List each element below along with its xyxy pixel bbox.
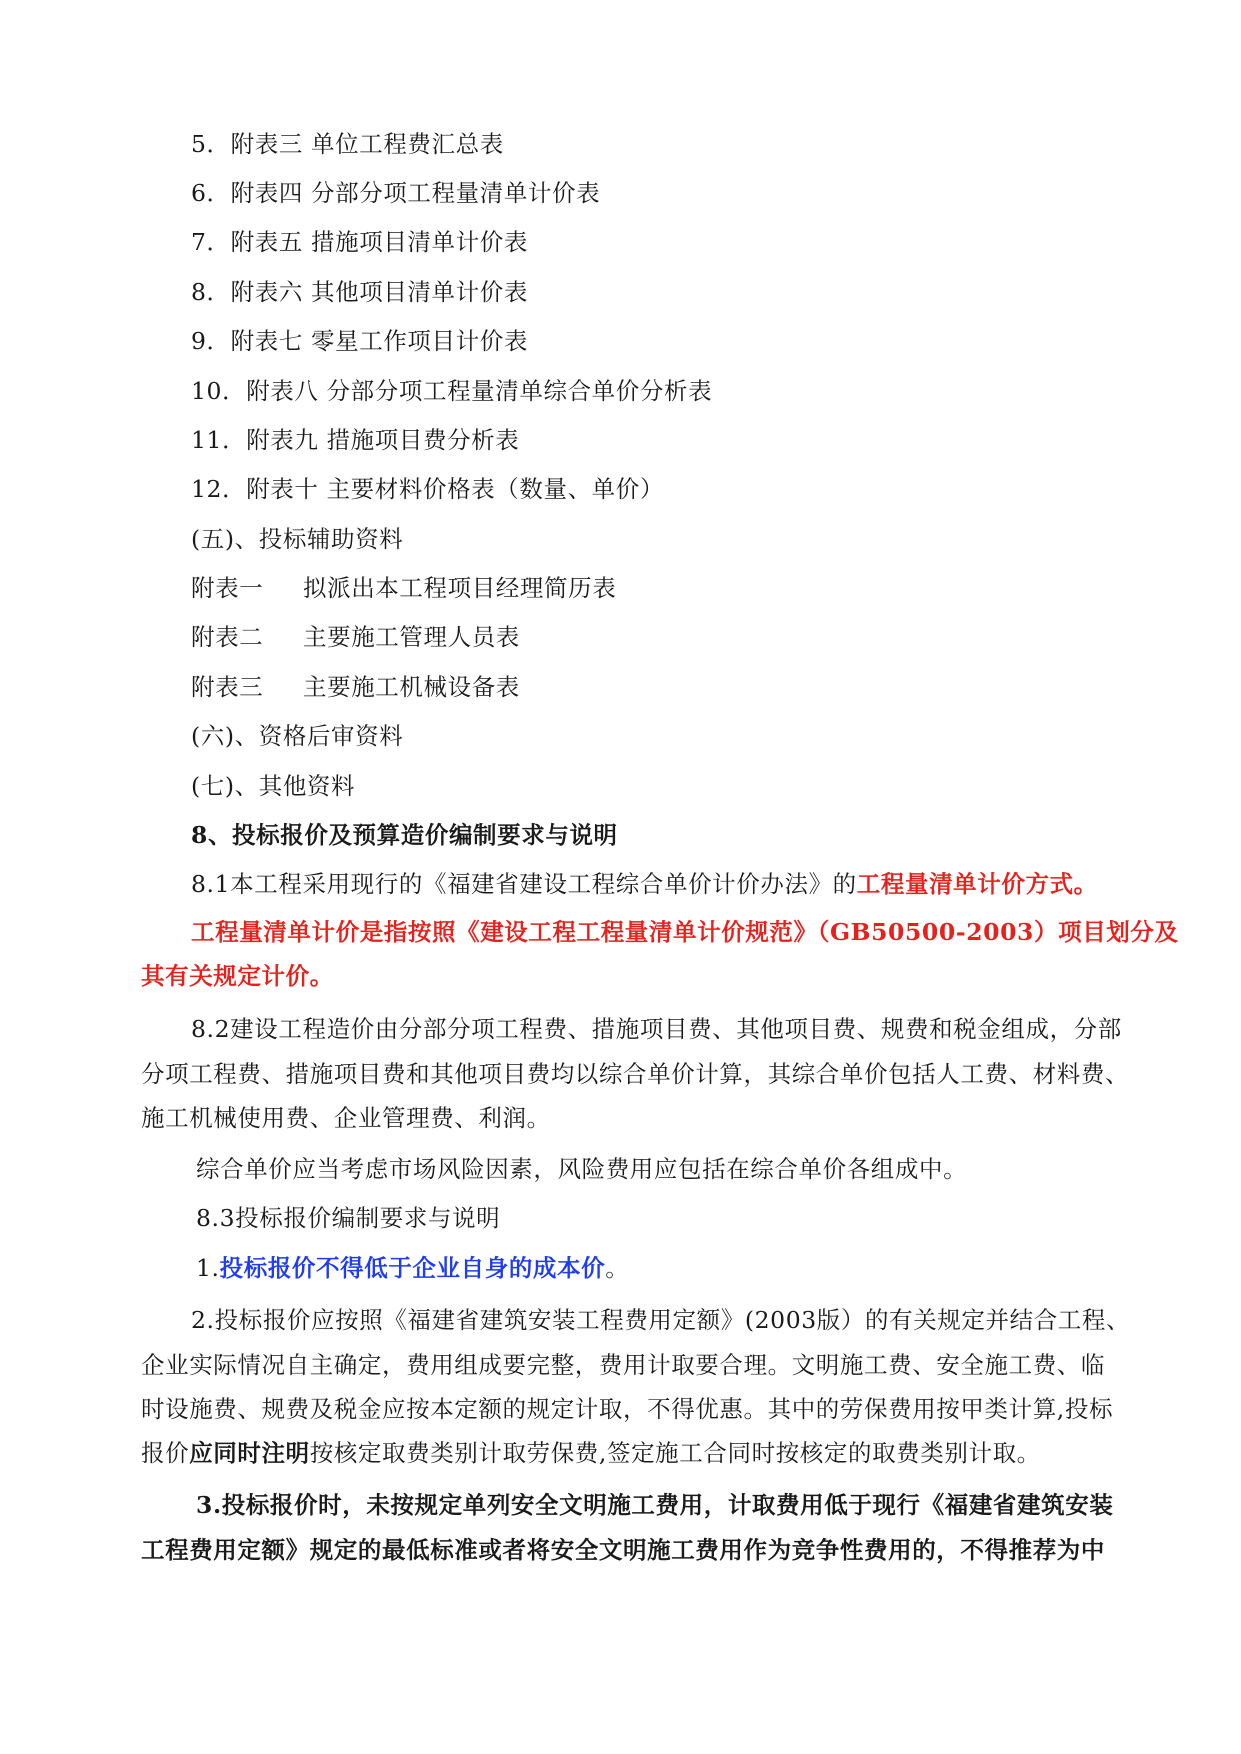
toc-item: 8．附表六 其他项目清单计价表 <box>191 278 528 306</box>
highlight-red-text: 工程量清单计价方式。 <box>856 870 1098 898</box>
list-item-2-line <box>141 1438 1041 1468</box>
appendix-row <box>191 672 263 702</box>
paragraph-8-2-line: 施工机械使用费、企业管理费、利润。 <box>141 1104 551 1132</box>
section-seven-title: (七)、其他资料 <box>191 772 356 800</box>
list-item-2-line: 时设施费、规费及税金应按本定额的规定计取，不得优惠。其中的劳保费用按甲类计算,投标 <box>141 1395 1114 1423</box>
risk-paragraph: 综合单价应当考虑市场风险因素，风险费用应包括在综合单价各组成中。 <box>196 1155 968 1183</box>
paragraph-8-2-line: 分项工程费、措施项目费和其他项目费均以综合单价计算，其综合单价包括人工费、材料费、 <box>141 1060 1130 1088</box>
paragraph-8-1 <box>191 869 1098 899</box>
paragraph-8-2-line: 8.2建设工程造价由分部分项工程费、措施项目费、其他项目费、规费和税金组成，分部 <box>191 1015 1122 1043</box>
list-item-2-line: 企业实际情况自主确定，费用组成要完整，费用计取要合理。文明施工费、安全施工费、临 <box>141 1351 1105 1379</box>
appendix-row <box>191 573 263 603</box>
list-item-3-line: 工程费用定额》规定的最低标准或者将安全文明施工费用作为竞争性费用的，不得推荐为中 <box>141 1536 1105 1564</box>
section-six-title: (六)、资格后审资料 <box>191 722 404 750</box>
paragraph-8-3: 8.3投标报价编制要求与说明 <box>196 1204 501 1232</box>
toc-item: 12．附表十 主要材料价格表（数量、单价） <box>191 475 664 503</box>
toc-item: 6．附表四 分部分项工程量清单计价表 <box>191 179 601 207</box>
red-paragraph-line: 其有关规定计价。 <box>141 962 334 990</box>
list-item-2-text: 报价 <box>141 1439 190 1467</box>
red-paragraph-line: 工程量清单计价是指按照《建设工程工程量清单计价规范》（GB50500-2003）项目划分及 <box>191 918 1179 946</box>
appendix-text: 主要施工机械设备表 <box>303 673 520 701</box>
section-five-title: (五)、投标辅助资料 <box>191 525 404 553</box>
toc-item: 11．附表九 措施项目费分析表 <box>191 426 520 454</box>
toc-item: 7．附表五 措施项目清单计价表 <box>191 228 528 256</box>
section-heading-8: 8、投标报价及预算造价编制要求与说明 <box>191 821 618 849</box>
list-item-3-line: 3.投标报价时，未按规定单列安全文明施工费用，计取费用低于现行《福建省建筑安装 <box>196 1491 1114 1519</box>
toc-item: 9．附表七 零星工作项目计价表 <box>191 327 528 355</box>
appendix-label: 附表一 <box>191 574 264 602</box>
toc-item: 10．附表八 分部分项工程量清单综合单价分析表 <box>191 377 713 405</box>
appendix-label: 附表三 <box>191 673 264 701</box>
list-item-1 <box>196 1253 629 1283</box>
appendix-row <box>191 622 263 652</box>
list-item-end: 。 <box>605 1254 630 1282</box>
appendix-text: 拟派出本工程项目经理简历表 <box>303 574 617 602</box>
paragraph-8-1-text: 8.1本工程采用现行的《福建省建设工程综合单价计价办法》的 <box>191 870 857 898</box>
list-item-2-text: 按核定取费类别计取劳保费,签定施工合同时按核定的取费类别计取。 <box>309 1439 1041 1467</box>
list-item-2-line: 2.投标报价应按照《福建省建筑安装工程费用定额》(2003版）的有关规定并结合工程、 <box>191 1306 1131 1334</box>
list-number: 1. <box>196 1254 220 1282</box>
appendix-label: 附表二 <box>191 623 264 651</box>
appendix-text: 主要施工管理人员表 <box>303 623 520 651</box>
highlight-blue-text: 投标报价不得低于企业自身的成本价 <box>219 1254 606 1282</box>
bold-emphasis-text: 应同时注明 <box>189 1439 310 1467</box>
toc-item: 5．附表三 单位工程费汇总表 <box>191 130 504 158</box>
